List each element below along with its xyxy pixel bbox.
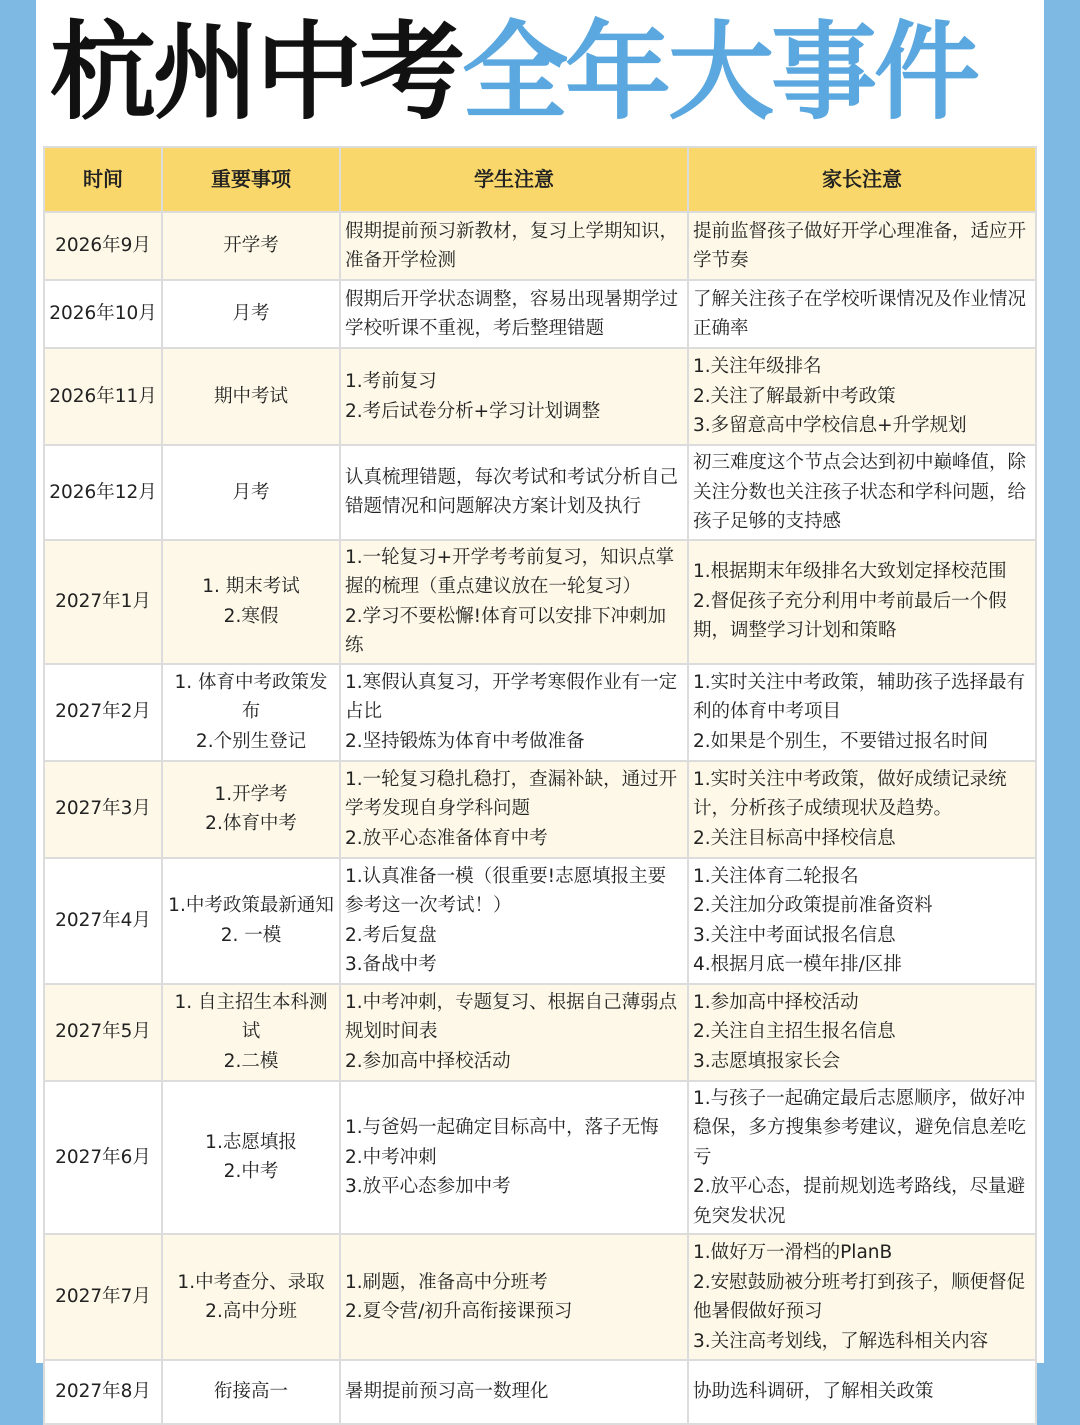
cell-time: 2026年9月	[44, 212, 162, 280]
table-row	[44, 540, 1036, 664]
table-row	[44, 280, 1036, 348]
cell-student: 暑期提前预习高一数理化	[340, 1360, 688, 1424]
table-row	[44, 858, 1036, 984]
table-row	[44, 1081, 1036, 1235]
table-row	[44, 1234, 1036, 1360]
table-header	[44, 147, 1036, 212]
cell-parent: 1.关注体育二轮报名 2.关注加分政策提前准备资料 3.关注中考面试报名信息 4.根据月底一模年排/区排	[688, 858, 1036, 984]
table-row	[44, 212, 1036, 280]
cell-parent: 1.实时关注中考政策，做好成绩记录统计，分析孩子成绩现状及趋势。 2.关注目标高中择校信息	[688, 761, 1036, 858]
cell-event: 1.中考查分、录取 2.高中分班	[162, 1234, 340, 1360]
table-row	[44, 761, 1036, 858]
cell-event: 1. 期末考试 2.寒假	[162, 540, 340, 664]
poster	[36, 0, 1044, 1403]
table-row	[44, 664, 1036, 761]
cell-parent: 1.关注年级排名 2.关注了解最新中考政策 3.多留意高中学校信息+升学规划	[688, 348, 1036, 445]
cell-student: 假期后开学状态调整，容易出现暑期学过学校听课不重视，考后整理错题	[340, 280, 688, 348]
cell-event: 开学考	[162, 212, 340, 280]
page-title	[50, 8, 1040, 138]
title-part1: 杭州中考	[50, 11, 462, 134]
cell-student: 1.寒假认真复习，开学考寒假作业有一定占比 2.坚持锻炼为体育中考做准备	[340, 664, 688, 761]
cell-student: 1.考前复习 2.考后试卷分析+学习计划调整	[340, 348, 688, 445]
cell-student: 1.一轮复习稳扎稳打，查漏补缺，通过开学考发现自身学科问题 2.放平心态准备体育中考	[340, 761, 688, 858]
cell-student: 假期提前预习新教材，复习上学期知识，准备开学检测	[340, 212, 688, 280]
cell-student: 1.刷题，准备高中分班考 2.夏令营/初升高衔接课预习	[340, 1234, 688, 1360]
table-row	[44, 1360, 1036, 1424]
cell-time: 2027年2月	[44, 664, 162, 761]
cell-parent: 1.参加高中择校活动 2.关注自主招生报名信息 3.志愿填报家长会	[688, 984, 1036, 1081]
cell-time: 2026年10月	[44, 280, 162, 348]
header-event: 重要事项	[162, 147, 340, 212]
cell-event: 衔接高一	[162, 1360, 340, 1424]
cell-parent: 1.根据期末年级排名大致划定择校范围 2.督促孩子充分利用中考前最后一个假期，调整学习计划和策略	[688, 540, 1036, 664]
cell-parent: 1.实时关注中考政策，辅助孩子选择最有利的体育中考项目 2.如果是个别生，不要错过报名时间	[688, 664, 1036, 761]
table-row	[44, 445, 1036, 540]
cell-event: 1.开学考 2.体育中考	[162, 761, 340, 858]
cell-event: 月考	[162, 280, 340, 348]
header-student: 学生注意	[340, 147, 688, 212]
cell-parent: 初三难度这个节点会达到初中巅峰值，除关注分数也关注孩子状态和学科问题，给孩子足够的支持感	[688, 445, 1036, 540]
header-time: 时间	[44, 147, 162, 212]
cell-parent: 协助选科调研，了解相关政策	[688, 1360, 1036, 1424]
cell-time: 2027年6月	[44, 1081, 162, 1235]
cell-time: 2027年8月	[44, 1360, 162, 1424]
cell-student: 1.认真准备一模（很重要!志愿填报主要参考这一次考试！） 2.考后复盘 3.备战中考	[340, 858, 688, 984]
cell-parent: 提前监督孩子做好开学心理准备，适应开学节奏	[688, 212, 1036, 280]
cell-event: 1. 自主招生本科测试 2.二模	[162, 984, 340, 1081]
cell-time: 2026年12月	[44, 445, 162, 540]
table-row	[44, 984, 1036, 1081]
cell-event: 1. 体育中考政策发布 2.个别生登记	[162, 664, 340, 761]
cell-student: 1.中考冲刺，专题复习、根据自己薄弱点规划时间表 2.参加高中择校活动	[340, 984, 688, 1081]
cell-event: 期中考试	[162, 348, 340, 445]
cell-time: 2027年5月	[44, 984, 162, 1081]
cell-event: 月考	[162, 445, 340, 540]
cell-event: 1.中考政策最新通知 2. 一模	[162, 858, 340, 984]
cell-parent: 了解关注孩子在学校听课情况及作业情况正确率	[688, 280, 1036, 348]
cell-event: 1.志愿填报 2.中考	[162, 1081, 340, 1235]
cell-parent: 1.做好万一滑档的PlanB 2.安慰鼓励被分班考打到孩子，顺便督促他暑假做好预习 3.关注高考划线，了解选科相关内容	[688, 1234, 1036, 1360]
title-part2: 全年大事件	[462, 11, 977, 134]
cell-time: 2026年11月	[44, 348, 162, 445]
cell-student: 认真梳理错题，每次考试和考试分析自己错题情况和问题解决方案计划及执行	[340, 445, 688, 540]
cell-time: 2027年3月	[44, 761, 162, 858]
cell-student: 1.与爸妈一起确定目标高中，落子无悔 2.中考冲刺 3.放平心态参加中考	[340, 1081, 688, 1235]
table-row	[44, 348, 1036, 445]
header-parent: 家长注意	[688, 147, 1036, 212]
cell-time: 2027年4月	[44, 858, 162, 984]
cell-time: 2027年7月	[44, 1234, 162, 1360]
cell-parent: 1.与孩子一起确定最后志愿顺序，做好冲稳保，多方搜集参考建议，避免信息差吃亏 2.放平心态，提前规划选考路线，尽量避免突发状况	[688, 1081, 1036, 1235]
cell-student: 1.一轮复习+开学考考前复习，知识点掌握的梳理（重点建议放在一轮复习） 2.学习不要松懈!体育可以安排下冲刺加练	[340, 540, 688, 664]
schedule-table	[43, 146, 1037, 1425]
cell-time: 2027年1月	[44, 540, 162, 664]
